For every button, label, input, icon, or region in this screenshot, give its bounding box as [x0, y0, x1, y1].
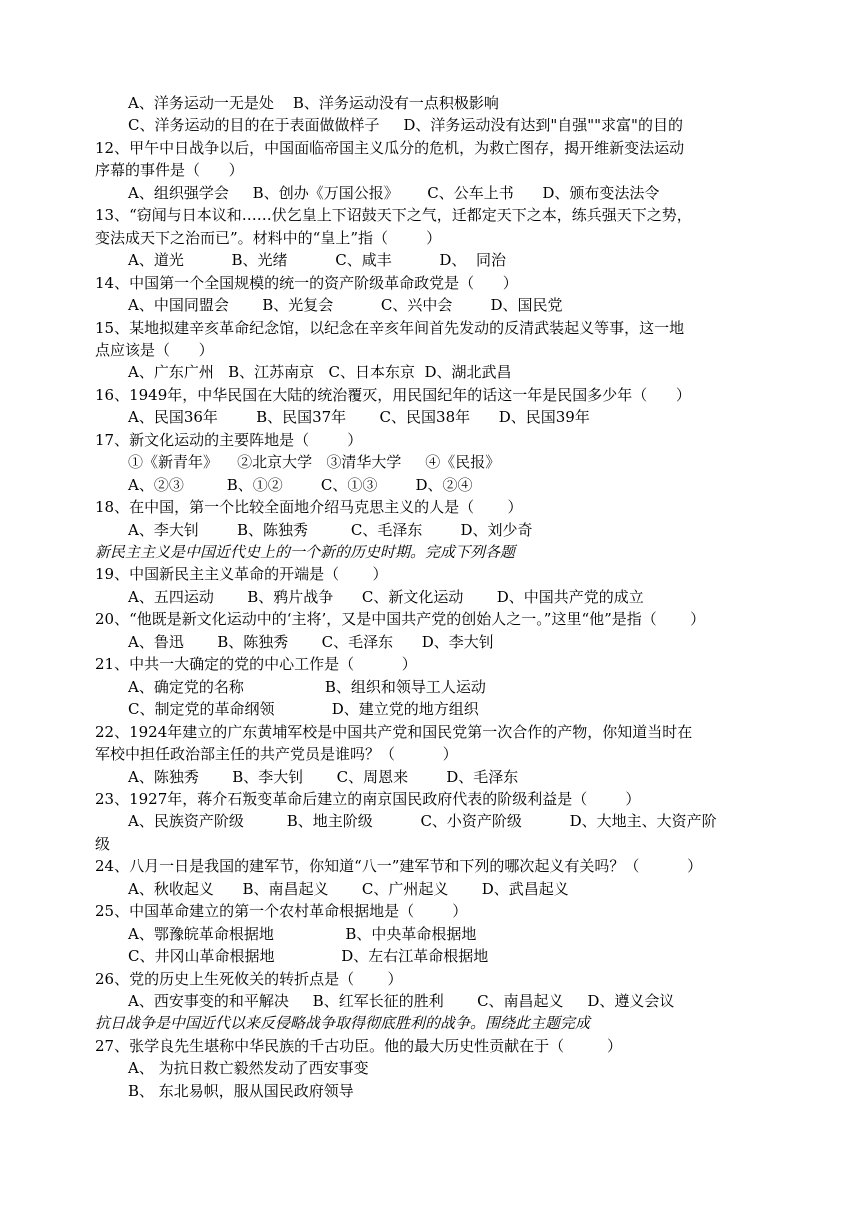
- question-line: 21、中共一大确定的党的中心工作是（ ）: [95, 655, 417, 673]
- answer-option-line: A、五四运动 B、鸦片战争 C、新文化运动 D、中国共产党的成立: [128, 588, 644, 606]
- question-line: 17、新文化运动的主要阵地是（ ）: [95, 431, 363, 449]
- question-line: 15、某地拟建辛亥革命纪念馆，以纪念在辛亥年间首先发动的反清武装起义等事，这一地: [95, 319, 685, 337]
- answer-option-line: A、西安事变的和平解决 B、红军长征的胜利 C、南昌起义 D、遵义会议: [128, 992, 675, 1010]
- answer-option-line: A、陈独秀 B、李大钊 C、周恩来 D、毛泽东: [128, 768, 519, 786]
- question-line: 25、中国革命建立的第一个农村革命根据地是（ ）: [95, 902, 468, 920]
- question-line: 20、“他既是新文化运动中的‘主将’，又是中国共产党的创始人之一。”这里“他”是指（ ）: [95, 610, 706, 628]
- question-line: 12、甲午中日战争以后，中国面临帝国主义瓜分的危机，为救亡图存，揭开维新变法运动: [95, 139, 685, 157]
- answer-option-line: A、秋收起义 B、南昌起义 C、广州起义 D、武昌起义: [128, 880, 569, 898]
- answer-option-line: A、道光 B、光绪 C、咸丰 D、 同治: [128, 251, 506, 269]
- answer-option-line: A、 为抗日救亡毅然发动了西安事变: [128, 1059, 369, 1077]
- answer-option-line: C、井冈山革命根据地 D、左右江革命根据地: [128, 947, 489, 965]
- question-line: 点应该是（ ）: [95, 341, 214, 359]
- answer-option-line: A、中国同盟会 B、光复会 C、兴中会 D、国民党: [128, 296, 563, 314]
- question-line: 变法成天下之治而已”。材料中的“皇上”指（ ）: [95, 229, 442, 247]
- question-line: 级: [95, 835, 111, 853]
- question-line: 军校中担任政治部主任的共产党员是谁吗？（ ）: [95, 745, 458, 763]
- question-line: 22、1924年建立的广东黄埔军校是中国共产党和国民党第一次合作的产物，你知道当时在: [95, 723, 693, 741]
- question-line: 27、张学良先生堪称中华民族的千古功臣。他的最大历史性贡献在于（ ）: [95, 1037, 623, 1055]
- answer-option-line: A、确定党的名称 B、组织和领导工人运动: [128, 678, 486, 696]
- answer-option-line: A、洋务运动一无是处 B、洋务运动没有一点积极影响: [128, 94, 499, 112]
- question-line: 18、在中国，第一个比较全面地介绍马克思主义的人是（ ）: [95, 498, 523, 516]
- answer-option-line: C、制定党的革命纲领 D、建立党的地方组织: [128, 700, 479, 718]
- section-heading: 新民主主义是中国近代史上的一个新的历史时期。完成下列各题: [95, 543, 516, 561]
- answer-option-line: A、组织强学会 B、创办《万国公报》 C、公车上书 D、颁布变法法令: [128, 184, 660, 202]
- answer-option-line: ①《新青年》 ②北京大学 ③清华大学 ④《民报》: [128, 453, 501, 471]
- answer-option-line: A、②③ B、①② C、①③ D、②④: [128, 476, 473, 494]
- answer-option-line: A、鲁迅 B、陈独秀 C、毛泽东 D、李大钊: [128, 633, 494, 651]
- section-heading: 抗日战争是中国近代以来反侵略战争取得彻底胜利的战争。围绕此主题完成: [95, 1014, 591, 1032]
- question-line: 24、八月一日是我国的建军节，你知道“八一”建军节和下列的哪次起义有关吗？（ ）: [95, 857, 703, 875]
- question-line: 16、1949年，中华民国在大陆的统治覆灭，用民国纪年的话这一年是民国多少年（ ）: [95, 386, 691, 404]
- answer-option-line: A、李大钊 B、陈独秀 C、毛泽东 D、刘少奇: [128, 521, 533, 539]
- question-line: 14、中国第一个全国规模的统一的资产阶级革命政党是（ ）: [95, 274, 518, 292]
- answer-option-line: A、民国36年 B、民国37年 C、民国38年 D、民国39年: [128, 408, 590, 426]
- question-line: 19、中国新民主主义革命的开端是（ ）: [95, 565, 388, 583]
- question-line: 26、党的历史上生死攸关的转折点是（ ）: [95, 970, 403, 988]
- answer-option-line: B、 东北易帜，服从国民政府领导: [128, 1082, 354, 1100]
- answer-option-line: A、广东广州 B、江苏南京 C、日本东京 D、湖北武昌: [128, 363, 512, 381]
- answer-option-line: A、民族资产阶级 B、地主阶级 C、小资产阶级 D、大地主、大资产阶: [128, 812, 717, 830]
- answer-option-line: C、洋务运动的目的在于表面做做样子 D、洋务运动没有达到"自强""求富"的目的: [128, 116, 683, 134]
- question-line: 23、1927年，蒋介石叛变革命后建立的南京国民政府代表的阶级利益是（ ）: [95, 790, 641, 808]
- answer-option-line: A、鄂豫皖革命根据地 B、中央革命根据地: [128, 925, 477, 943]
- question-line: 13、“窃闻与日本议和……伏乞皇上下诏鼓天下之气，迁都定天下之本，练兵强天下之势，: [95, 206, 692, 224]
- question-line: 序幕的事件是（ ）: [95, 161, 244, 179]
